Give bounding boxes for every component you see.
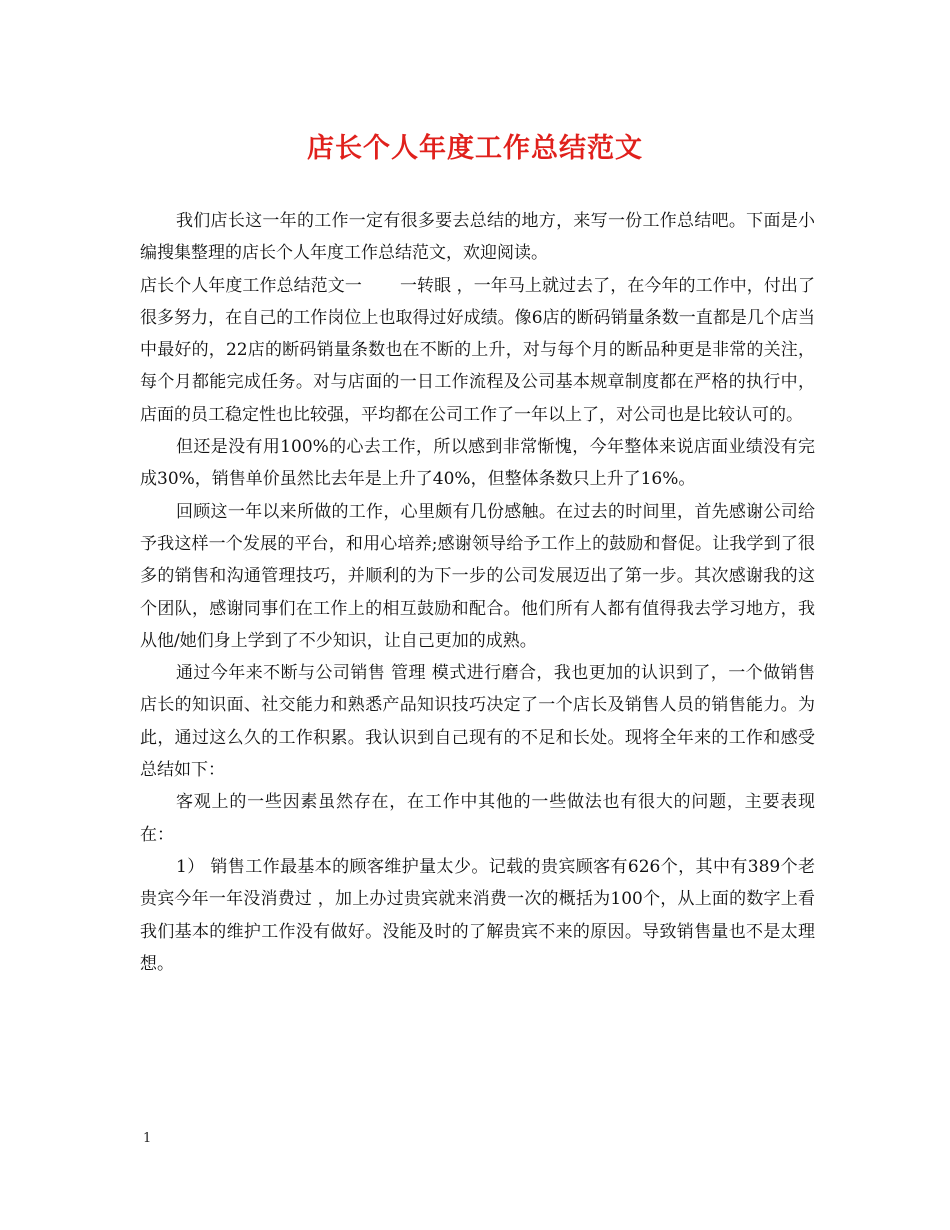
section-paragraph-1 [140,270,815,431]
section-heading: 店长个人年度工作总结范文一 [140,275,362,296]
paragraph-6: 1） 销售工作最基本的顾客维护量太少。记载的贵宾顾客有626个，其中有389个老贵宾今年一年没消费过 ，加上办过贵宾就来消费一次的概括为100个，从上面的数字上看我们基本的维护工作没有做好。没能及时的了解贵宾不来的原因。导致销售量也不是太理想。 [140,856,815,974]
document-body [140,205,815,980]
document-title: 店长个人年度工作总结范文 [307,133,643,164]
paragraph-2: 但还是没有用100%的心去工作，所以感到非常惭愧，今年整体来说店面业绩没有完成30%，销售单价虽然比去年是上升了40%，但整体条数只上升了16%。 [140,437,815,490]
page-number: 1 [143,1131,152,1146]
paragraph-3: 回顾这一年以来所做的工作，心里颇有几份感触。在过去的时间里，首先感谢公司给予我这样一个发展的平台，和用心培养;感谢领导给予工作上的鼓励和督促。让我学到了很多的销售和沟通管理技巧，并顺利的为下一步的公司发展迈出了第一步。其次感谢我的这个团队，感谢同事们在工作上的相互鼓励和配合。他们所有人都有值得我去学习地方，我从他/她们身上学到了不少知识，让自己更加的成熟。 [140,501,815,651]
paragraph-1-text: 一转眼 ，一年马上就过去了，在今年的工作中，付出了很多努力，在自己的工作岗位上也取得过好成绩。像6店的断码销量条数一直都是几个店当中最好的，22店的断码销量条数也在不断的上升，对与每个月的断品种更是非常的关注，每个月都能完成任务。对与店面的一日工作流程及公司基本规章制度都在严格的执行中，店面的员工稳定性也比较强，平均都在公司工作了一年以上了，对公司也是比较认可的。 [140,275,815,425]
paragraph-5: 客观上的一些因素虽然存在，在工作中其他的一些做法也有很大的问题，主要表现在： [140,792,815,845]
paragraph-4: 通过今年来不断与公司销售 管理 模式进行磨合，我也更加的认识到了，一个做销售店长的知识面、社交能力和熟悉产品知识技巧决定了一个店长及销售人员的销售能力。为此，通过这么久的工作积累。我认识到自己现有的不足和长处。现将全年来的工作和感受总结如下： [140,663,815,781]
intro-paragraph: 我们店长这一年的工作一定有很多要去总结的地方，来写一份工作总结吧。下面是小编搜集整理的店长个人年度工作总结范文，欢迎阅读。 [140,211,815,264]
